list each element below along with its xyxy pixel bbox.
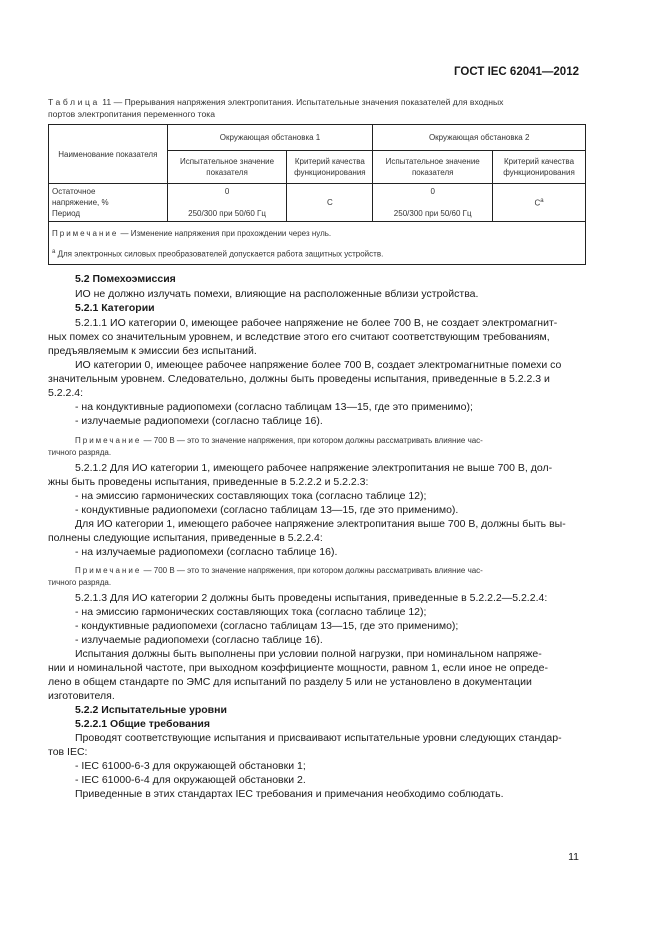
body-text	[48, 273, 586, 843]
note-1	[75, 434, 483, 448]
header-criterion-2: Критерий качества функционирования	[493, 151, 586, 184]
paragraph-line: Приведенные в этих стандартах IEC требования и примечания необходимо соблюдать.	[75, 788, 504, 800]
table-note	[52, 226, 582, 247]
paragraph-line: 5.2.1.3 Для ИО категории 2 должны быть проведены испытания, приведенные в 5.2.2.2—5.2.2.4:	[75, 592, 548, 604]
paragraph-line: Проводят соответствующие испытания и присваивают испытательные уровни следующих стандар-	[75, 732, 562, 744]
row-e1-period: 250/300 при 50/60 Гц	[188, 209, 266, 218]
row-name-line2: напряжение, %	[52, 198, 109, 207]
paragraph-line: тов IEC:	[48, 746, 88, 758]
list-item: - кондуктивные радиопомехи (согласно таблицам 13—15, где это применимо).	[75, 504, 459, 516]
header-criterion-1: Критерий качества функционирования	[287, 151, 373, 184]
note-1-line2: тичного разряда.	[48, 448, 112, 457]
paragraph-line: жны быть проведены испытания, приведенные в 5.2.2.2 и 5.2.2.3:	[48, 476, 369, 488]
row-e2-criterion	[493, 184, 586, 222]
header-test-value-2: Испытательное значение показателя	[373, 151, 493, 184]
paragraph-line: ИО не должно излучать помехи, влияющие на расположенные вблизи устройства.	[75, 288, 479, 300]
section-heading-5-2-2-1: 5.2.2.1 Общие требования	[75, 718, 210, 730]
paragraph-line: Испытания должны быть выполнены при условии полной нагрузки, при номинальном напряже-	[75, 648, 542, 660]
paragraph-line: 5.2.1.2 Для ИО категории 1, имеющего рабочее напряжение электропитания не выше 700 В, дол-	[75, 462, 553, 474]
row-e1-criterion: C	[287, 184, 373, 222]
note-word: Примечание	[52, 229, 119, 238]
header-parameter-name: Наименование показателя	[49, 125, 168, 184]
row-e1-value	[167, 184, 287, 222]
list-item: - излучаемые радиопомехи (согласно таблице 16).	[75, 634, 323, 646]
footnote-mark: a	[540, 198, 544, 205]
row-name	[49, 184, 168, 222]
row-e2-period: 250/300 при 50/60 Гц	[393, 209, 472, 218]
list-item: - на излучаемые радиопомехи (согласно таблице 16).	[75, 546, 338, 558]
interruptions-table	[48, 124, 586, 265]
note-text: — Изменение напряжения при прохождении через нуль.	[118, 229, 332, 238]
header-env2: Окружающая обстановка 2	[373, 125, 586, 151]
list-item: - кондуктивные радиопомехи (согласно таблицам 13—15, где это применимо);	[75, 620, 459, 632]
paragraph-line: 5.2.1.1 ИО категории 0, имеющее рабочее напряжение не более 700 В, не создает электромагнит-	[75, 317, 558, 329]
caption-word: Таблица	[48, 97, 100, 107]
page-number: 11	[568, 851, 579, 863]
row-e2-criterion-value: C	[534, 198, 541, 208]
row-e2-residual: 0	[430, 187, 435, 196]
list-item: - на кондуктивные радиопомехи (согласно таблицам 13—15, где это применимо);	[75, 401, 473, 413]
paragraph-line: ных помех со значительным уровнем, и вследствие этого его считают соответствующим требованиям,	[48, 331, 550, 343]
standard-header: ГОСТ IEC 62041—2012	[454, 66, 579, 78]
table-row	[49, 184, 586, 222]
row-e2-value	[373, 184, 493, 222]
paragraph-line: лено в общем стандарте по ЭМС для испытаний по разделу 5 или не установлено в документации	[48, 676, 532, 688]
table-notes	[49, 222, 586, 265]
note-1-word: Примечание	[75, 436, 142, 445]
table-footnote	[52, 247, 582, 260]
note-2-word: Примечание	[75, 566, 142, 575]
paragraph-line: Для ИО категории 1, имеющего рабочее напряжение электропитания выше 700 В, должны быть вы-	[75, 518, 566, 530]
section-heading-5-2-2: 5.2.2 Испытательные уровни	[75, 704, 227, 716]
paragraph-line: значительным уровнем. Следовательно, должны быть проведены испытания, приведенные в 5.2.2.3 и	[48, 373, 550, 385]
caption-text: 11 — Прерывания напряжения электропитания. Испытательные значения показателей для входных	[99, 97, 504, 107]
list-item: - на эмиссию гармонических составляющих тока (согласно таблице 12);	[75, 606, 427, 618]
table-caption	[48, 96, 586, 120]
paragraph-line: изготовителя.	[48, 690, 115, 702]
paragraph-line: ИО категории 0, имеющее рабочее напряжение более 700 В, создает электромагнитные помехи со	[75, 359, 562, 371]
header-test-value-1: Испытательное значение показателя	[167, 151, 287, 184]
paragraph-line: предъявляемым к эмиссии без испытаний.	[48, 345, 257, 357]
list-item: - излучаемые радиопомехи (согласно таблице 16).	[75, 415, 323, 427]
row-e1-residual: 0	[224, 187, 230, 196]
section-heading-5-2: 5.2 Помехоэмиссия	[75, 273, 176, 285]
section-heading-5-2-1: 5.2.1 Категории	[75, 302, 155, 314]
note-1-text: — 700 В — это то значение напряжения, при котором должны рассматривать влияние час-	[141, 436, 483, 445]
row-name-line3: Период	[52, 209, 81, 218]
paragraph-line: нии и номинальной частоте, при выходном коэффициенте мощности, равном 1, если иное не опреде-	[48, 662, 548, 674]
paragraph-line: 5.2.2.4:	[48, 387, 84, 399]
caption-line2: портов электропитания переменного тока	[48, 109, 216, 119]
list-item: - IEC 61000-6-3 для окружающей обстановки 1;	[75, 760, 306, 772]
note-2-line2: тичного разряда.	[48, 578, 112, 587]
paragraph-line: полнены следующие испытания, приведенные в 5.2.2.4:	[48, 532, 323, 544]
note-2	[75, 564, 483, 578]
footnote-text: Для электронных силовых преобразователей допускается работа защитных устройств.	[55, 249, 384, 259]
row-name-line1: Остаточное	[52, 187, 96, 196]
list-item: - IEC 61000-6-4 для окружающей обстановки 2.	[75, 774, 306, 786]
header-env1: Окружающая обстановка 1	[167, 125, 373, 151]
footnote-sup: a	[52, 249, 56, 255]
list-item: - на эмиссию гармонических составляющих тока (согласно таблице 12);	[75, 490, 427, 502]
note-2-text: — 700 В — это то значение напряжения, при котором должны рассматривать влияние час-	[141, 566, 483, 575]
